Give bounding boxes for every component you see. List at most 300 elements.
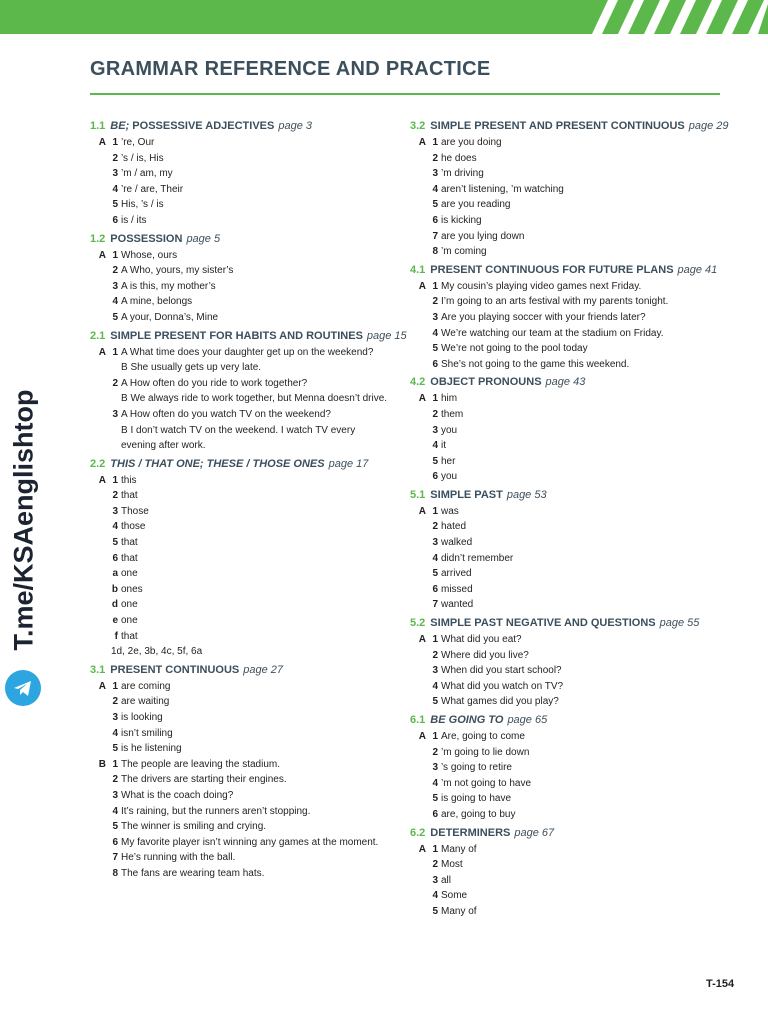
item-number: 1 — [112, 474, 118, 486]
answer-text: My favorite player isn’t winning any games at the moment. — [121, 836, 379, 848]
section-title-text: POSSESSION — [110, 232, 183, 245]
answer-row — [90, 166, 390, 182]
exercise-letter — [410, 807, 429, 823]
section-title-text: SIMPLE PAST NEGATIVE AND QUESTIONS — [430, 617, 656, 630]
answer-row — [90, 741, 390, 757]
answer-text: He’s running with the ball. — [121, 852, 236, 864]
exercise-letter — [90, 613, 109, 629]
answer-row — [410, 597, 710, 613]
answer-row — [90, 804, 390, 820]
section-title-italic: BE; — [110, 120, 130, 132]
section-number: 5.2 — [410, 617, 426, 630]
item-number: 2 — [432, 408, 438, 420]
answer-text: is he listening — [121, 743, 182, 755]
answer-row — [90, 710, 390, 726]
item-number: e — [112, 615, 118, 627]
section-number: 3.1 — [90, 663, 106, 676]
answer-row — [90, 263, 390, 279]
item-number: 3 — [432, 311, 438, 323]
page-number: T-154 — [706, 978, 735, 990]
answer-text: those — [121, 521, 146, 533]
item-number: 2 — [112, 377, 118, 389]
exercise-letter — [90, 423, 109, 454]
exercise-letter — [90, 835, 109, 851]
exercise-letter — [410, 694, 429, 710]
answer-row — [410, 551, 710, 567]
item-number: 3 — [432, 424, 438, 436]
item-number: 5 — [112, 199, 118, 211]
answer-text: him — [441, 393, 458, 405]
answer-row — [410, 745, 710, 761]
answer-text: hated — [441, 521, 467, 533]
answer-row — [90, 310, 390, 326]
exercise-letter — [410, 213, 429, 229]
section-heading — [410, 616, 710, 631]
answer-text: ’m / am, my — [121, 168, 173, 180]
section-number: 1.2 — [90, 232, 106, 245]
item-number: 3 — [432, 874, 438, 886]
answer-text: The drivers are starting their engines. — [121, 774, 287, 786]
answer-row — [90, 182, 390, 198]
answer-row — [90, 757, 390, 773]
answer-text: The winner is smiling and crying. — [121, 821, 267, 833]
section-title — [430, 714, 503, 726]
answer-text: ’m not going to have — [441, 777, 532, 789]
answer-row — [410, 504, 710, 520]
item-number: 6 — [432, 583, 438, 595]
answer-row — [410, 229, 710, 245]
answer-text: you — [441, 424, 458, 436]
section-title-text: OBJECT PRONOUNS — [430, 376, 542, 389]
section-number: 6.2 — [410, 826, 426, 839]
item-number: 5 — [112, 311, 118, 323]
exercise-letter — [90, 551, 109, 567]
answer-text: A your, Donna’s, Mine — [121, 311, 219, 323]
item-number: 4 — [432, 680, 438, 692]
answer-row — [410, 244, 710, 260]
answer-row — [90, 376, 390, 392]
answer-text: Are, going to come — [441, 731, 525, 742]
item-number: 1 — [432, 393, 438, 405]
answer-row — [410, 310, 710, 326]
item-number: 4 — [112, 521, 118, 533]
answer-text: Whose, ours — [121, 249, 178, 261]
section-number: 2.2 — [90, 457, 106, 470]
exercise-letter — [90, 279, 109, 295]
answer-text: didn’t remember — [441, 552, 514, 564]
exercise-letter — [410, 244, 429, 260]
answer-row — [410, 135, 710, 151]
exercise-letter — [90, 726, 109, 742]
answer-row — [90, 772, 390, 788]
exercise-letter — [410, 326, 429, 342]
section-title-italic: BE GOING TO — [430, 714, 504, 726]
answer-row — [410, 694, 710, 710]
answer-row — [90, 566, 390, 582]
answer-text: all — [441, 874, 452, 886]
answer-text: What is the coach doing? — [121, 789, 234, 801]
exercise-letter — [410, 407, 429, 423]
answer-row — [410, 341, 710, 357]
exercise-letter — [410, 597, 429, 613]
answer-text: one — [121, 568, 138, 580]
section-page-ref: page 55 — [659, 617, 700, 630]
section-title — [430, 617, 655, 629]
answer-row — [90, 407, 390, 423]
answer-text: arrived — [441, 568, 472, 580]
section-heading — [90, 329, 407, 344]
answer-text: Many of — [441, 843, 477, 855]
exercise-letter — [410, 745, 429, 761]
answer-text: What games did you play? — [441, 696, 559, 708]
item-number: f — [114, 630, 118, 642]
exercise-letter: A — [98, 137, 106, 148]
answer-row — [410, 182, 710, 198]
answer-row — [410, 873, 710, 889]
exercise-letter — [410, 551, 429, 567]
answer-text: that — [121, 630, 138, 642]
exercise-letter — [410, 423, 429, 439]
answer-text: Are you playing soccer with your friends later? — [441, 311, 646, 323]
exercise-letter — [410, 454, 429, 470]
exercise-letter — [410, 341, 429, 357]
section-heading — [90, 457, 390, 472]
item-number: 4 — [432, 890, 438, 902]
answer-row — [90, 535, 390, 551]
exercise-letter — [410, 663, 429, 679]
item-number: 3 — [112, 712, 118, 723]
exercise-letter: A — [418, 843, 426, 855]
exercise-letter: A — [98, 680, 106, 692]
sidebar-watermark: T.me/KSAenglishtop — [8, 389, 39, 651]
exercise-letter — [90, 263, 109, 279]
item-number: 5 — [432, 696, 438, 708]
item-number: 1 — [432, 280, 438, 292]
item-number: 4 — [432, 777, 438, 789]
answer-row — [90, 613, 390, 629]
item-number: 2 — [112, 490, 118, 502]
section-title-text: PRESENT CONTINUOUS — [110, 663, 240, 676]
exercise-letter — [410, 648, 429, 664]
exercise-letter — [410, 566, 429, 582]
item-number: 4 — [432, 552, 438, 564]
item-number: 4 — [432, 440, 438, 452]
answer-row — [410, 760, 710, 776]
section-page-ref: page 65 — [507, 714, 548, 726]
answer-row — [90, 629, 390, 645]
answer-text: ’re / are, Their — [121, 183, 184, 195]
answer-text: Many of — [441, 905, 477, 917]
section-page-ref: page 5 — [186, 232, 221, 245]
answer-row — [90, 279, 390, 295]
item-number: 2 — [112, 265, 118, 277]
answer-text: What did you eat? — [441, 634, 522, 646]
item-number: b — [111, 583, 118, 595]
section-heading — [410, 119, 729, 134]
answer-row — [410, 279, 710, 295]
item-number — [109, 360, 121, 376]
exercise-letter — [90, 788, 109, 804]
answer-text: that — [121, 537, 138, 549]
item-number: 7 — [432, 230, 438, 242]
item-number: 1 — [112, 758, 118, 770]
item-number: 1 — [112, 680, 118, 692]
exercise-letter: A — [98, 474, 106, 486]
answer-text: What did you watch on TV? — [441, 680, 564, 692]
answer-row — [410, 535, 710, 551]
item-number: 3 — [112, 505, 118, 517]
answer-row — [90, 248, 390, 264]
answer-row — [410, 632, 710, 648]
left-column — [90, 116, 407, 882]
answer-text: ’m driving — [441, 168, 484, 180]
answer-row — [410, 454, 710, 470]
item-number: 5 — [432, 343, 438, 355]
answer-row — [410, 648, 710, 664]
item-number: 6 — [112, 214, 118, 226]
section-title — [110, 330, 363, 342]
answer-row — [90, 294, 390, 310]
exercise-letter — [410, 679, 429, 695]
answer-text: is looking — [121, 712, 163, 723]
answer-text: When did you start school? — [441, 665, 562, 677]
answer-row — [90, 391, 390, 407]
item-number: 5 — [112, 743, 118, 755]
answer-text: is / its — [121, 214, 147, 226]
section-page-ref: page 15 — [366, 329, 407, 342]
exercise-letter — [90, 360, 109, 376]
item-number: 5 — [112, 821, 118, 833]
answer-text: you — [441, 471, 458, 483]
section-title-text: POSSESSIVE ADJECTIVES — [129, 120, 275, 132]
answer-row — [410, 729, 710, 745]
answer-text: A How often do you ride to work together? — [121, 377, 308, 389]
section-title — [110, 233, 182, 245]
exercise-letter — [90, 488, 109, 504]
answer-row — [90, 597, 390, 613]
section-title — [430, 376, 541, 388]
answer-text: A is this, my mother’s — [121, 280, 216, 292]
item-number: 3 — [432, 537, 438, 549]
answer-text: ones — [121, 583, 143, 595]
exercise-letter — [90, 376, 109, 392]
section-title — [110, 458, 324, 470]
section-heading — [90, 663, 390, 678]
answer-text: are you reading — [441, 199, 511, 211]
exercise-letter — [90, 151, 109, 167]
exercise-letter: A — [418, 634, 426, 646]
section-title — [430, 120, 684, 132]
answer-text: one — [121, 615, 138, 627]
exercise-letter — [90, 182, 109, 198]
item-number: 1 — [432, 843, 438, 855]
answer-row — [410, 679, 710, 695]
answer-text: Most — [441, 859, 463, 871]
section-heading — [410, 713, 710, 728]
item-number: 2 — [432, 296, 438, 308]
exercise-letter — [410, 888, 429, 904]
item-number: 8 — [112, 867, 118, 879]
item-number: 5 — [432, 455, 438, 467]
answer-row — [410, 197, 710, 213]
answer-row — [410, 151, 710, 167]
right-column — [410, 116, 729, 920]
section-title — [110, 664, 239, 676]
exercise-letter — [410, 791, 429, 807]
answer-text: We’re not going to the pool today — [441, 343, 588, 355]
exercise-letter: A — [418, 393, 426, 405]
item-number: 2 — [432, 152, 438, 164]
answer-text: are coming — [121, 680, 171, 692]
exercise-letter — [90, 407, 109, 423]
answer-row — [90, 850, 390, 866]
item-number: 1 — [432, 731, 438, 742]
exercise-letter — [90, 294, 109, 310]
section-number: 3.2 — [410, 120, 426, 132]
exercise-letter — [90, 629, 109, 645]
answer-row — [90, 866, 390, 882]
answer-text: that — [121, 552, 138, 564]
item-number: 3 — [432, 665, 438, 677]
exercise-letter: A — [418, 280, 426, 292]
answer-row — [410, 438, 710, 454]
answer-text: B She usually gets up very late. — [121, 362, 262, 374]
item-number — [109, 391, 121, 407]
exercise-letter — [410, 310, 429, 326]
answer-text: are you lying down — [441, 230, 525, 242]
answer-row — [90, 788, 390, 804]
answer-row — [410, 357, 710, 373]
item-number: 8 — [432, 246, 438, 258]
exercise-letter — [410, 229, 429, 245]
answer-text: Those — [121, 505, 149, 517]
item-number: 2 — [432, 746, 438, 758]
item-number: 6 — [112, 836, 118, 848]
exercise-letter — [90, 566, 109, 582]
answer-text: walked — [441, 537, 473, 549]
answer-row — [90, 213, 390, 229]
exercise-letter — [410, 857, 429, 873]
answer-row — [410, 888, 710, 904]
item-number: 3 — [112, 789, 118, 801]
exercise-letter — [410, 535, 429, 551]
item-number: 5 — [432, 199, 438, 211]
exercise-letter — [90, 850, 109, 866]
item-number: 1 — [432, 634, 438, 646]
exercise-letter — [410, 357, 429, 373]
exercise-letter — [90, 519, 109, 535]
answer-row — [90, 197, 390, 213]
item-number: 6 — [432, 358, 438, 370]
section-title-text: DETERMINERS — [430, 826, 511, 839]
exercise-letter — [90, 597, 109, 613]
exercise-letter: B — [98, 758, 106, 770]
answer-text: isn’t smiling — [121, 727, 173, 739]
exercise-letter — [90, 213, 109, 229]
exercise-letter — [410, 582, 429, 598]
answer-row — [90, 694, 390, 710]
answer-text: missed — [441, 583, 473, 595]
exercise-letter — [90, 166, 109, 182]
answer-row — [90, 819, 390, 835]
telegram-icon[interactable] — [5, 670, 41, 706]
answer-row — [410, 842, 710, 858]
answer-row — [410, 582, 710, 598]
exercise-letter — [90, 535, 109, 551]
answer-text: ’s going to retire — [441, 762, 512, 774]
section-page-ref: page 67 — [514, 826, 555, 839]
answer-text: I’m going to an arts festival with my parents tonight. — [441, 296, 669, 308]
answer-row — [90, 519, 390, 535]
section-number: 1.1 — [90, 120, 106, 132]
exercise-letter — [410, 760, 429, 776]
answer-text: this — [121, 474, 137, 486]
answer-text: ’re, Our — [121, 137, 155, 148]
answer-text: We’re watching our team at the stadium on Friday. — [441, 327, 664, 339]
answer-text: them — [441, 408, 464, 420]
answer-row — [90, 726, 390, 742]
answer-text: Some — [441, 890, 468, 902]
exercise-letter — [90, 694, 109, 710]
section-heading — [410, 488, 710, 503]
answer-row — [410, 663, 710, 679]
exercise-letter: A — [418, 731, 426, 742]
answer-row — [410, 166, 710, 182]
exercise-letter — [410, 182, 429, 198]
section-title — [430, 264, 673, 276]
section-page-ref: page 29 — [688, 120, 729, 132]
item-number: 6 — [432, 471, 438, 483]
exercise-letter: A — [98, 346, 106, 358]
answer-row — [90, 582, 390, 598]
item-number: 5 — [432, 905, 438, 917]
item-number: 2 — [432, 521, 438, 533]
answer-text: is kicking — [441, 214, 482, 226]
section-number: 4.1 — [410, 263, 426, 276]
answer-row — [90, 488, 390, 504]
answer-text: are, going to buy — [441, 808, 516, 820]
answer-text: The fans are wearing team hats. — [121, 867, 265, 879]
answer-text: It’s raining, but the runners aren’t stopping. — [121, 805, 311, 817]
exercise-letter — [90, 504, 109, 520]
item-number: 4 — [432, 327, 438, 339]
exercise-letter — [410, 151, 429, 167]
answer-row — [90, 151, 390, 167]
exercise-letter — [410, 469, 429, 485]
section-heading — [410, 826, 710, 841]
exercise-letter — [90, 310, 109, 326]
item-number: 2 — [112, 152, 118, 164]
exercise-letter — [410, 873, 429, 889]
answer-row — [410, 391, 710, 407]
item-number: 1 — [112, 249, 118, 261]
exercise-letter — [410, 776, 429, 792]
item-number: 2 — [432, 859, 438, 871]
answer-row — [410, 519, 710, 535]
item-number: 3 — [432, 762, 438, 774]
section-heading — [90, 119, 390, 134]
exercise-letter — [90, 866, 109, 882]
item-number: 4 — [112, 727, 118, 739]
answer-text: A mine, belongs — [121, 296, 193, 308]
item-number: 4 — [112, 296, 118, 308]
exercise-letter: A — [418, 137, 426, 148]
title-rule — [90, 93, 720, 95]
section-title-text: SIMPLE PRESENT FOR HABITS AND ROUTINES — [110, 329, 363, 342]
section-title — [430, 489, 503, 501]
item-number: 7 — [112, 852, 118, 864]
item-number: 5 — [432, 793, 438, 805]
